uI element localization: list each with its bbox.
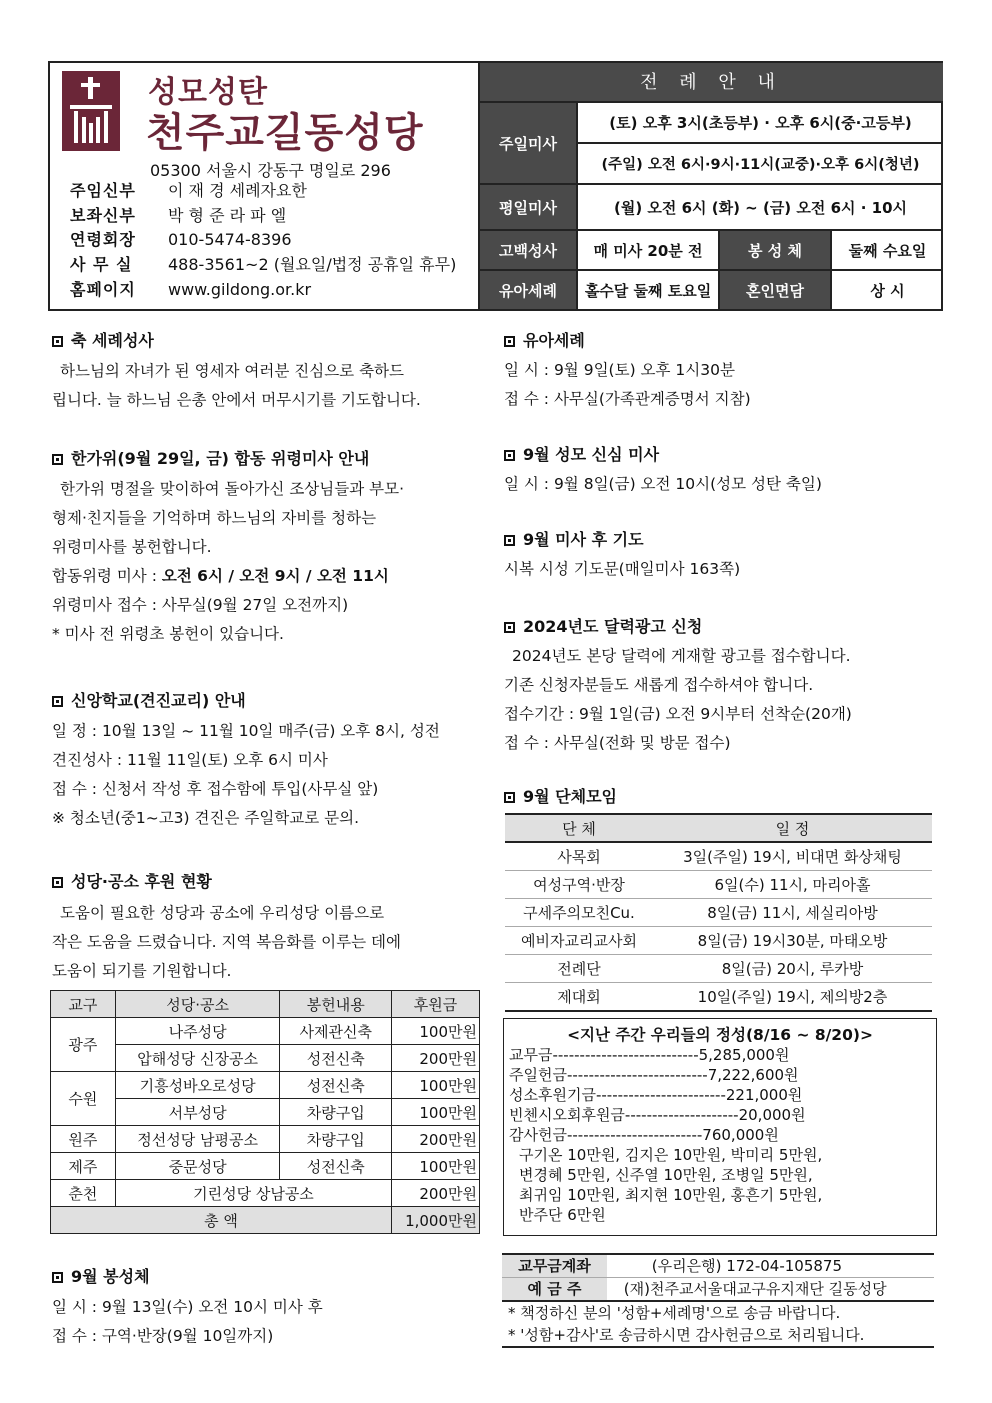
offering-label: 성소후원기금: [509, 1086, 596, 1104]
amount-cell: 100만원: [392, 1072, 480, 1099]
text-line: 하느님의 자녀가 된 영세자 여러분 진심으로 축하드: [60, 362, 404, 380]
offering-dashes: --------------------------: [566, 1066, 708, 1084]
offering-dashes: ---------------------: [624, 1106, 739, 1124]
table-header-row: [51, 991, 480, 1018]
group-name: 여성구역·반장: [505, 871, 653, 899]
mary-mass-text: [504, 470, 822, 499]
text-line: 일 시 : 9월 8일(금) 오전 10시(성모 성탄 축일): [504, 475, 822, 493]
table-total-row: [51, 1207, 480, 1234]
account-label: 예 금 주: [502, 1278, 607, 1300]
info-value: 488-3561~2 (월요일/법정 공휴일 휴무): [168, 255, 457, 274]
confession-value: 매 미사 20분 전: [578, 231, 720, 271]
parish-info: [50, 63, 480, 309]
account-box: [502, 1253, 934, 1348]
donor-line: 반주단 6만원: [519, 1206, 606, 1224]
info-row-office: [70, 253, 456, 277]
table-row: [51, 1072, 480, 1099]
group-schedule: 8일(금) 11시, 세실리아방: [653, 899, 932, 927]
amount-cell: 200만원: [392, 1126, 480, 1153]
diocese-cell: 수원: [51, 1072, 116, 1126]
group-name: 제대회: [505, 983, 653, 1012]
infant-baptism-text: [504, 356, 751, 414]
info-key: 주임신부: [70, 181, 136, 200]
marriage-value: 상 시: [870, 281, 905, 300]
mass-times: 오전 6시 / 오전 9시 / 오전 11시: [161, 567, 389, 585]
account-number: (우리은행) 172-04-105875: [651, 1257, 843, 1275]
account-holder: (재)천주교서울대교구유지재단 길동성당: [623, 1280, 887, 1298]
square-bullet-icon: [504, 336, 515, 347]
group-schedule: 8일(금) 19시30분, 마태오방: [653, 927, 932, 955]
infant-baptism-label: 유아세례: [480, 271, 578, 309]
sunday-mass-label: 주일미사: [480, 103, 578, 185]
church-cell: 압해성당 신장공소: [115, 1045, 280, 1072]
offering-item: [509, 1105, 936, 1125]
table-row: [51, 1153, 480, 1180]
offering-item: [509, 1045, 936, 1065]
text-line: 일 시 : 9월 13일(수) 오전 10시 미사 후: [52, 1298, 323, 1316]
table-row: [505, 899, 932, 927]
column-header: 봉헌내용: [280, 991, 392, 1018]
content-cell: 차량구입: [280, 1126, 392, 1153]
confirmation-text: [52, 717, 440, 833]
account-label: 교무금계좌: [502, 1255, 607, 1277]
account-holder-row: [502, 1278, 934, 1302]
offering-item: [509, 1065, 936, 1085]
table-row: [505, 927, 932, 955]
text-line: 접 수 : 구역·반장(9월 10일까지): [52, 1327, 274, 1345]
support-table: [50, 990, 480, 1234]
church-cell: 기흥성바오로성당: [115, 1072, 280, 1099]
column-header: 성당·공소: [115, 991, 280, 1018]
text-line: 위령미사 접수 : 사무실(9월 27일 오전까지): [52, 596, 349, 614]
total-amount: 1,000만원: [392, 1207, 480, 1234]
amount-cell: 100만원: [392, 1099, 480, 1126]
text-line: 2024년도 본당 달력에 게재할 광고를 접수합니다.: [512, 647, 851, 665]
baptism-heading: [52, 328, 154, 354]
table-header-row: [505, 814, 932, 842]
table-row: [505, 955, 932, 983]
content-cell: 사제관신축: [280, 1018, 392, 1045]
chuseok-heading: [52, 446, 369, 472]
parish-name: 천주교길동성당: [146, 110, 424, 156]
content-cell: 성전신축: [280, 1072, 392, 1099]
group-schedule: 3일(주일) 19시, 비대면 화상채팅: [653, 842, 932, 871]
group-name: 예비자교리교사회: [505, 927, 653, 955]
donor-line: 구기온 10만원, 김지은 10만원, 박미리 5만원,: [519, 1146, 823, 1164]
info-row-homepage: [70, 278, 311, 302]
church-cell: 정선성당 남평공소: [115, 1126, 280, 1153]
church-cell: 기린성당 상남공소: [115, 1180, 391, 1207]
infant-baptism-heading: [504, 328, 585, 354]
square-bullet-icon: [504, 622, 515, 633]
chuseok-text: [52, 475, 404, 649]
donor-line: 변경혜 5만원, 신주열 10만원, 조병일 5만원,: [519, 1166, 813, 1184]
text-line: 접 수 : 신청서 작성 후 접수함에 투입(사무실 앞): [52, 780, 379, 798]
offering-list: [504, 1045, 936, 1225]
square-bullet-icon: [504, 450, 515, 461]
sunday-mass-sunday: (주일) 오전 6시·9시·11시(교중)·오후 6시(청년): [578, 144, 943, 185]
content-cell: 성전신축: [280, 1153, 392, 1180]
offering-box: [503, 1018, 937, 1236]
square-bullet-icon: [52, 336, 63, 347]
chuseok-mass-line: [52, 562, 404, 591]
table-row: [51, 1180, 480, 1207]
communion-heading: [52, 1264, 150, 1290]
support-heading: [52, 869, 212, 895]
text-line: 한가위 명절을 맞이하여 돌아가신 조상님들과 부모·: [60, 480, 404, 498]
total-label: 총 액: [51, 1207, 392, 1234]
communion-text: [52, 1293, 323, 1351]
amount-cell: 100만원: [392, 1018, 480, 1045]
offering-amount: 5,285,000원: [698, 1046, 790, 1064]
text-line: 위령미사를 봉헌합니다.: [52, 538, 212, 556]
parish-subtitle: 성모성탄: [148, 75, 268, 110]
heading-text: 성당·공소 후원 현황: [71, 872, 212, 891]
table-row: [51, 1126, 480, 1153]
group-name: 전례단: [505, 955, 653, 983]
text-line: 형제·친지들을 기억하며 하느님의 자비를 청하는: [52, 509, 377, 527]
church-cell: 중문성당: [115, 1153, 280, 1180]
text-line: 도움이 되기를 기원합니다.: [52, 962, 232, 980]
column-header: 교구: [51, 991, 116, 1018]
table-row: [505, 842, 932, 871]
heading-text: 한가위(9월 29일, 금) 합동 위령미사 안내: [71, 449, 370, 468]
offering-item: [509, 1125, 936, 1145]
square-bullet-icon: [504, 535, 515, 546]
info-row-pastor: [70, 179, 307, 203]
heading-text: 2024년도 달력광고 신청: [523, 617, 703, 636]
info-key: 연령회장: [70, 230, 136, 249]
church-cell: 서부성당: [115, 1099, 280, 1126]
church-logo-icon: [62, 71, 120, 151]
square-bullet-icon: [52, 1272, 63, 1283]
amount-cell: 200만원: [392, 1180, 480, 1207]
baptism-text: [52, 357, 421, 415]
table-row: [51, 1018, 480, 1045]
text-line: 기존 신청자분들도 새롭게 접수하셔야 합니다.: [504, 676, 814, 694]
offering-amount: 760,000원: [702, 1126, 779, 1144]
group-schedule: 8일(금) 20시, 루카방: [653, 955, 932, 983]
amount-cell: 100만원: [392, 1153, 480, 1180]
group-name: 사목회: [505, 842, 653, 871]
liturgy-schedule: [480, 63, 943, 309]
amount-cell: 200만원: [392, 1045, 480, 1072]
group-schedule: 6일(수) 11시, 마리아홀: [653, 871, 932, 899]
text-line: 시복 시성 기도문(매일미사 163쪽): [504, 560, 741, 578]
offering-label: 감사헌금: [509, 1126, 567, 1144]
heading-text: 축 세례성사: [71, 331, 154, 350]
weekday-mass-label: 평일미사: [480, 185, 578, 231]
info-value: 박 형 준 라 파 엘: [168, 206, 287, 225]
text-line: 작은 도움을 드렸습니다. 지역 복음화를 이루는 데에: [52, 933, 401, 951]
info-row-assistant: [70, 204, 286, 228]
column-header: 일 정: [653, 814, 932, 842]
donor-list: [509, 1145, 936, 1225]
groups-heading: [504, 784, 617, 810]
account-note: * 책정하신 분의 '성함+세례명'으로 송금 바랍니다.: [508, 1304, 841, 1322]
parish-logo: [62, 71, 120, 151]
offering-dashes: ---------------------------: [552, 1046, 699, 1064]
offering-item: [509, 1085, 936, 1105]
offering-amount: 221,000원: [725, 1086, 803, 1104]
account-note: * '성함+감사'로 송금하시면 감사헌금으로 처리됩니다.: [502, 1324, 934, 1348]
schedule-title: 전 례 안 내: [480, 63, 943, 103]
heading-text: 9월 봉성체: [71, 1267, 150, 1286]
text-line: 일 시 : 9월 9일(토) 오후 1시30분: [504, 361, 735, 379]
column-header: 후원금: [392, 991, 480, 1018]
account-number-row: [502, 1253, 934, 1278]
marriage-label: 혼인면담: [720, 271, 832, 309]
table-row: [51, 1045, 480, 1072]
square-bullet-icon: [52, 877, 63, 888]
column-header: 단 체: [505, 814, 653, 842]
prayer-heading: [504, 527, 644, 553]
diocese-cell: 광주: [51, 1018, 116, 1072]
church-cell: 나주성당: [115, 1018, 280, 1045]
info-value: 이 재 경 세례자요한: [168, 181, 307, 200]
heading-text: 9월 성모 신심 미사: [523, 445, 660, 464]
donor-line: 최귀임 10만원, 최지현 10만원, 홍흔기 5만원,: [519, 1186, 823, 1204]
diocese-cell: 춘천: [51, 1180, 116, 1207]
confession-label: 고백성사: [480, 231, 578, 271]
mary-mass-heading: [504, 442, 659, 468]
text-line: 접 수 : 사무실(가족관계증명서 지참): [504, 390, 751, 408]
anointing-label: 봉 성 체: [720, 231, 832, 271]
content-cell: 성전신축: [280, 1045, 392, 1072]
diocese-cell: 제주: [51, 1153, 116, 1180]
anointing-value: 둘째 수요일: [832, 231, 943, 271]
diocese-cell: 원주: [51, 1126, 116, 1153]
offering-title: <지난 주간 우리들의 정성(8/16 ~ 8/20)>: [567, 1026, 873, 1044]
offering-label: 주일헌금: [509, 1066, 567, 1084]
info-value: 010-5474-8396: [168, 230, 292, 249]
heading-text: 9월 단체모임: [523, 787, 617, 806]
table-row: [505, 983, 932, 1012]
homepage-link[interactable]: www.gildong.or.kr: [168, 280, 312, 299]
info-row-funeral: [70, 228, 292, 252]
infant-baptism-value: 홀수달 둘째 토요일: [578, 271, 720, 309]
confirmation-heading: [52, 688, 246, 714]
text-line: 접 수 : 사무실(전화 및 방문 접수): [504, 734, 731, 752]
table-row: [505, 871, 932, 899]
text-line: 도움이 필요한 성당과 공소에 우리성당 이름으로: [60, 904, 385, 922]
info-key: 사 무 실: [70, 255, 133, 274]
offering-dashes: ------------------------: [595, 1086, 726, 1104]
text-line: ※ 청소년(중1~고3) 견진은 주일학교로 문의.: [52, 809, 360, 827]
heading-text: 신앙학교(견진교리) 안내: [71, 691, 246, 710]
text-line: 립니다. 늘 하느님 은총 안에서 머무시기를 기도합니다.: [52, 391, 421, 409]
table-row: [51, 1099, 480, 1126]
weekday-mass-times: (월) 오전 6시 (화) ~ (금) 오전 6시 · 10시: [578, 185, 943, 231]
content-cell: 차량구입: [280, 1099, 392, 1126]
support-text: [52, 899, 401, 986]
calendar-text: [504, 642, 852, 758]
text-line: * 미사 전 위령초 봉헌이 있습니다.: [52, 625, 284, 643]
header-box: [48, 61, 943, 311]
text-line: 견진성사 : 11월 11일(토) 오후 6시 미사: [52, 751, 328, 769]
offering-label: 교무금: [509, 1046, 553, 1064]
mass-label: 합동위령 미사 :: [52, 567, 162, 585]
offering-label: 빈첸시오회후원금: [509, 1106, 625, 1124]
prayer-text: [504, 555, 740, 584]
text-line: 접수기간 : 9월 1일(금) 오전 9시부터 선착순(20개): [504, 705, 852, 723]
heading-text: 유아세례: [523, 331, 585, 350]
group-name: 구세주의모친Cu.: [505, 899, 653, 927]
square-bullet-icon: [52, 696, 63, 707]
square-bullet-icon: [52, 454, 63, 465]
offering-amount: 7,222,600원: [707, 1066, 799, 1084]
parish-address: 05300 서울시 강동구 명일로 296: [150, 161, 391, 180]
calendar-heading: [504, 614, 702, 640]
offering-amount: 20,000원: [738, 1106, 806, 1124]
heading-text: 9월 미사 후 기도: [523, 530, 644, 549]
offering-dashes: -------------------------: [566, 1126, 703, 1144]
sunday-mass-saturday: (토) 오후 3시(초등부) · 오후 6시(중·고등부): [578, 103, 943, 144]
info-key: 보좌신부: [70, 206, 136, 225]
text-line: 일 정 : 10월 13일 ~ 11월 10일 매주(금) 오후 8시, 성전: [52, 722, 440, 740]
square-bullet-icon: [504, 792, 515, 803]
groups-table: [505, 813, 932, 1012]
info-key: 홈페이지: [70, 280, 136, 299]
group-schedule: 10일(주일) 19시, 제의방2층: [653, 983, 932, 1012]
